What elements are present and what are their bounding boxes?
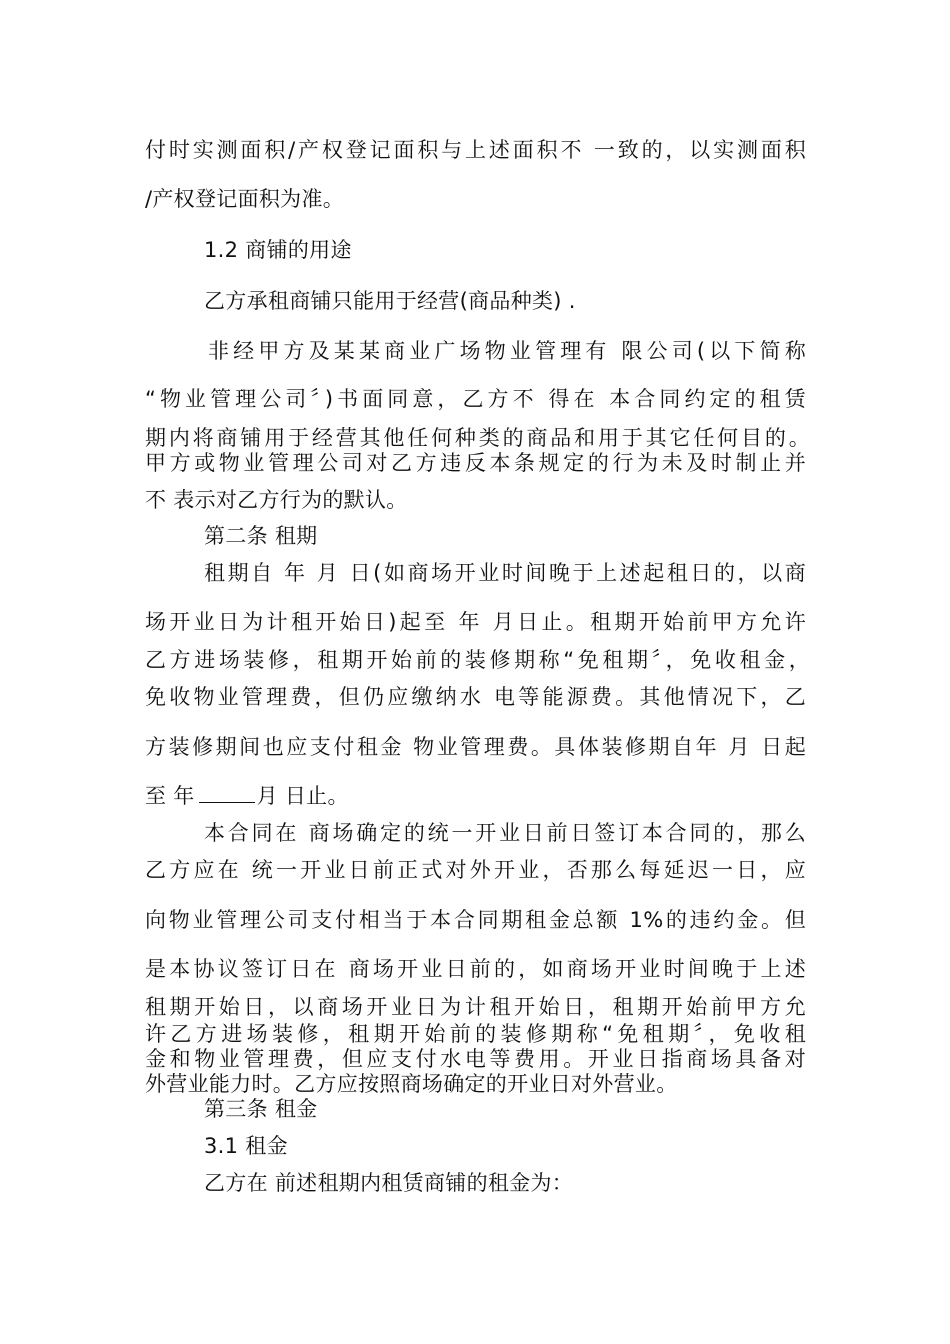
paragraph-line: /产权登记面积为准。 [145, 187, 345, 211]
paragraph-line: 向物业管理公司支付相当于本合同期租金总额 1%的违约金。但 [145, 908, 806, 932]
paragraph-line: 是本协议签订日在 商场开业日前的，如商场开业时间晚于上述 [145, 957, 806, 981]
paragraph-line: 租期自 年 月 日(如商场开业时间晚于上述起租日的，以商 [204, 561, 806, 585]
paragraph-line: 付时实测面积/产权登记面积与上述面积不 一致的，以实测面积 [145, 138, 806, 162]
paragraph-line: 方装修期间也应支付租金 物业管理费。具体装修期自年 月 日起 [145, 735, 806, 759]
paragraph-line: 金和物业管理费，但应支付水电等费用。开业日指商场具备对 [145, 1047, 806, 1071]
text-segment: 月 日止。 [256, 784, 349, 808]
fill-in-blank [199, 784, 255, 803]
section-heading: 第三条 租金 [204, 1097, 318, 1121]
section-heading: 3.1 租金 [204, 1134, 288, 1158]
paragraph-line: 不 表示对乙方行为的默认。 [145, 488, 408, 512]
paragraph-line: 乙方承租商铺只能用于经营(商品种类) . [204, 289, 576, 313]
paragraph-line: 甲方或物业管理公司对乙方违反本条规定的行为未及时制止并 [145, 451, 806, 475]
paragraph-line: 场开业日为计租开始日)起至 年 月日止。租期开始前甲方允许 [145, 610, 806, 634]
paragraph-line: 乙方在 前述租期内租赁商铺的租金为： [204, 1171, 574, 1195]
paragraph-line: 本合同在 商场确定的统一开业日前日签订本合同的，那么 [204, 821, 806, 845]
paragraph-line: 租期开始日，以商场开业日为计租开始日，租期开始前甲方允 [145, 995, 806, 1019]
paragraph-line: 免收物业管理费，但仍应缴纳水 电等能源费。其他情况下，乙 [145, 685, 806, 709]
section-heading: 第二条 租期 [204, 524, 318, 548]
paragraph-line [145, 783, 349, 809]
paragraph-line: 许乙方进场装修，租期开始前的装修期称“免租期〞，免收租 [145, 1022, 806, 1046]
paragraph-line: 乙方应在 统一开业日前正式对外开业，否那么每延迟一日，应 [145, 858, 806, 882]
paragraph-line: 期内将商铺用于经营其他任何种类的商品和用于其它任何目的。 [145, 426, 810, 450]
section-heading: 1.2 商铺的用途 [204, 238, 352, 262]
paragraph-line: 乙方进场装修，租期开始前的装修期称“免租期〞，免收租金， [145, 648, 810, 672]
paragraph-line: “物业管理公司〞)书面同意，乙方不 得在 本合同约定的租赁 [145, 387, 806, 411]
paragraph-line: 非经甲方及某某商业广场物业管理有 限公司(以下简称 [208, 339, 806, 363]
paragraph-line: 外营业能力时。乙方应按照商场确定的开业日对外营业。 [145, 1072, 678, 1096]
text-segment: 至 年 [145, 784, 195, 808]
